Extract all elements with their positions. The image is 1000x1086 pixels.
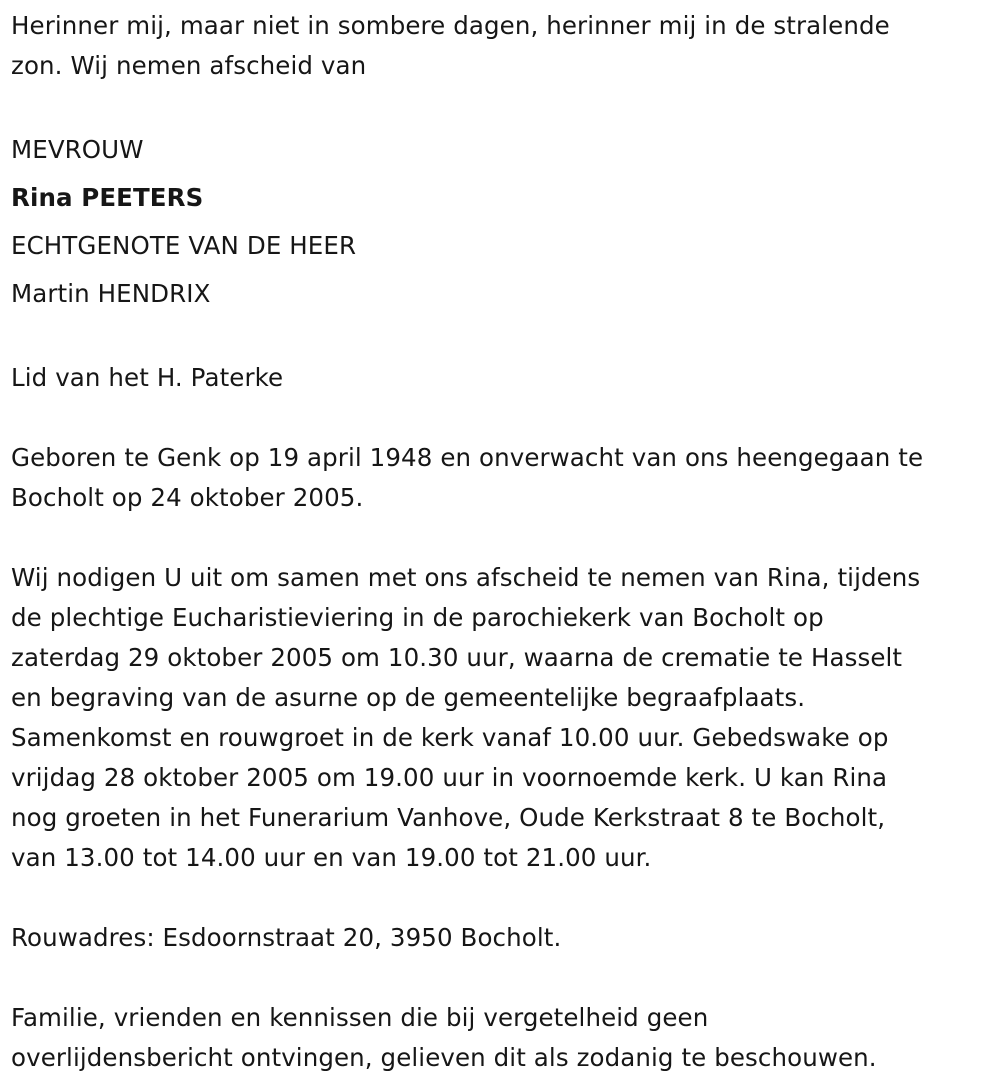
intro-paragraph: Herinner mij, maar niet in sombere dagen, herinner mij in de stralende zon. Wij nemen afscheid van [11, 11, 890, 80]
spacer [11, 318, 996, 358]
relation-line: ECHTGENOTE VAN DE HEER [11, 231, 357, 260]
membership-line: Lid van het H. Paterke [11, 363, 284, 392]
birth-death-paragraph: Geboren te Genk op 19 april 1948 en onverwacht van ons heengegaan te Bocholt op 24 oktober 2005. [11, 443, 924, 512]
spouse-name: Martin HENDRIX [11, 279, 211, 308]
spacer [11, 86, 996, 126]
spacer [11, 958, 996, 998]
obituary-notice [11, 6, 996, 1078]
closing-paragraph: Familie, vrienden en kennissen die bij vergetelheid geen overlijdensbericht ontvingen, gelieven dit als zodanig te beschouwen. [11, 1003, 877, 1072]
mourning-address: Rouwadres: Esdoornstraat 20, 3950 Bocholt. [11, 923, 562, 952]
ceremony-paragraph: Wij nodigen U uit om samen met ons afscheid te nemen van Rina, tijdens de plechtige Eucharistieviering in de parochiekerk van Bocholt op zaterdag 29 oktober 2005 om 10.30 uur, waarna de crematie te Hasselt en begraving van de asurne op de gemeentelijke begraafplaats. Samenkomst en rouwgroet in de kerk vanaf 10.00 uur. Gebedswake op vrijdag 28 oktober 2005 om 19.00 uur in voornoemde kerk. U kan Rina nog groeten in het Funerarium Vanhove, Oude Kerkstraat 8 te Bocholt, van 13.00 tot 14.00 uur en van 19.00 tot 21.00 uur. [11, 563, 921, 872]
spacer [11, 518, 996, 558]
spacer [11, 398, 996, 438]
spacer [11, 878, 996, 918]
title-line: MEVROUW [11, 135, 144, 164]
deceased-name: Rina PEETERS [11, 183, 204, 212]
